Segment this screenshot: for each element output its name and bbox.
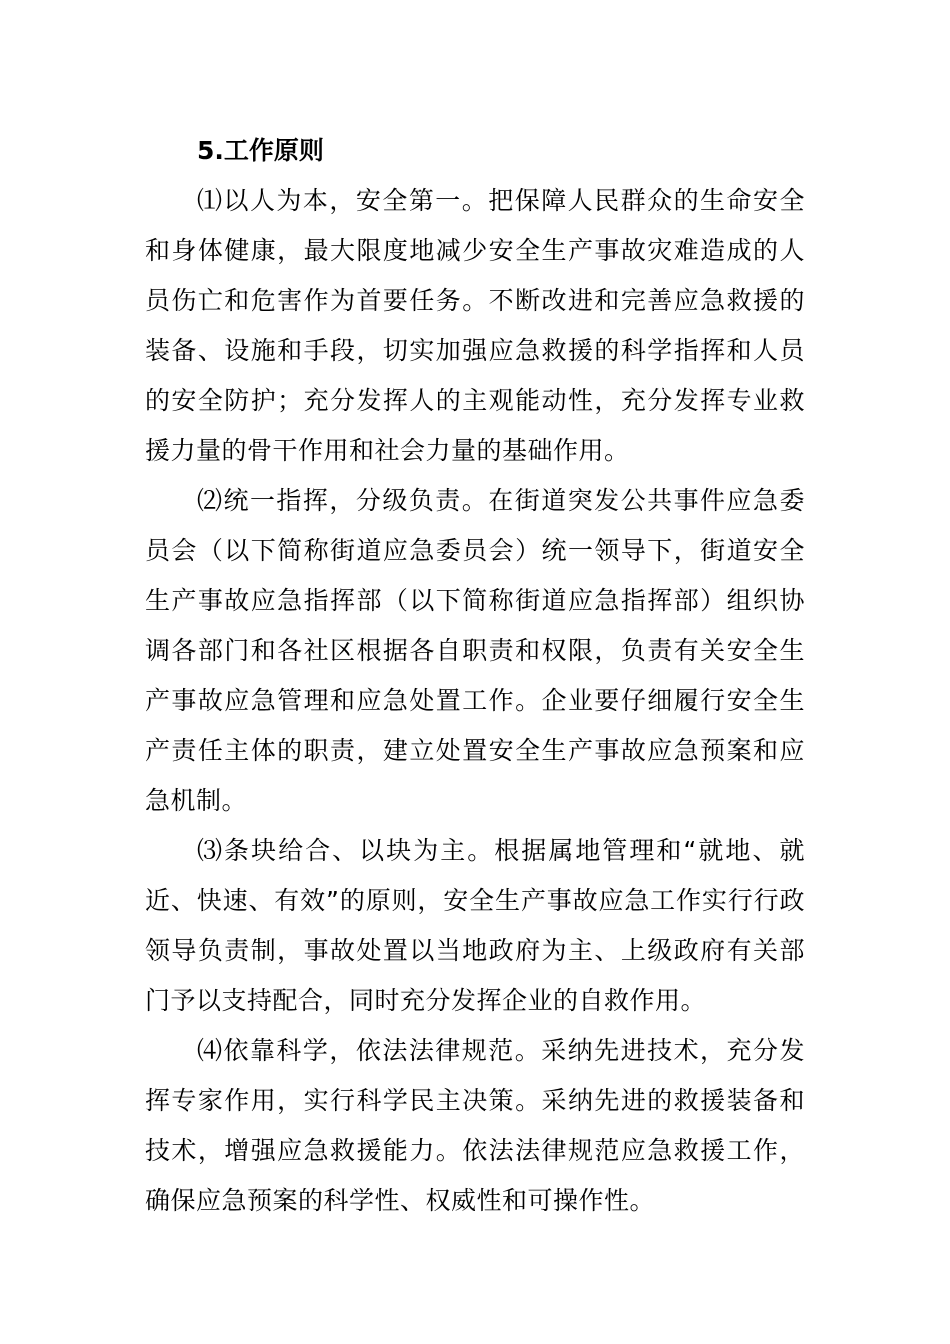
paragraph-1: ⑴以人为本，安全第一。把保障人民群众的生命安全和身体健康，最大限度地减少安全生产事故灾难造成的人员伤亡和危害作为首要任务。不断改进和完善应急救援的装备、设施和手段，切实加强应急救援的科学指挥和人员的安全防护；充分发挥人的主观能动性，充分发挥专业救援力量的骨干作用和社会力量的基础作用。 <box>145 186 805 465</box>
paragraph-4: ⑷依靠科学，依法法律规范。采纳先进技术，充分发挥专家作用，实行科学民主决策。采纳先进的救援装备和技术，增强应急救援能力。依法法律规范应急救援工作，确保应急预案的科学性、权威性和可操作性。 <box>145 1036 805 1215</box>
section-heading: 5.工作原则 <box>197 136 324 165</box>
paragraph-3: ⑶条块给合、以块为主。根据属地管理和“就地、就近、快速、有效”的原则，安全生产事故应急工作实行行政领导负责制，事故处置以当地政府为主、上级政府有关部门予以支持配合，同时充分发挥企业的自救作用。 <box>145 836 805 1015</box>
document-body <box>145 126 805 1226</box>
paragraph-2: ⑵统一指挥，分级负责。在街道突发公共事件应急委员会（以下简称街道应急委员会）统一领导下，街道安全生产事故应急指挥部（以下简称街道应急指挥部）组织协调各部门和各社区根据各自职责和权限，负责有关安全生产事故应急管理和应急处置工作。企业要仔细履行安全生产责任主体的职责，建立处置安全生产事故应急预案和应急机制。 <box>145 486 805 815</box>
